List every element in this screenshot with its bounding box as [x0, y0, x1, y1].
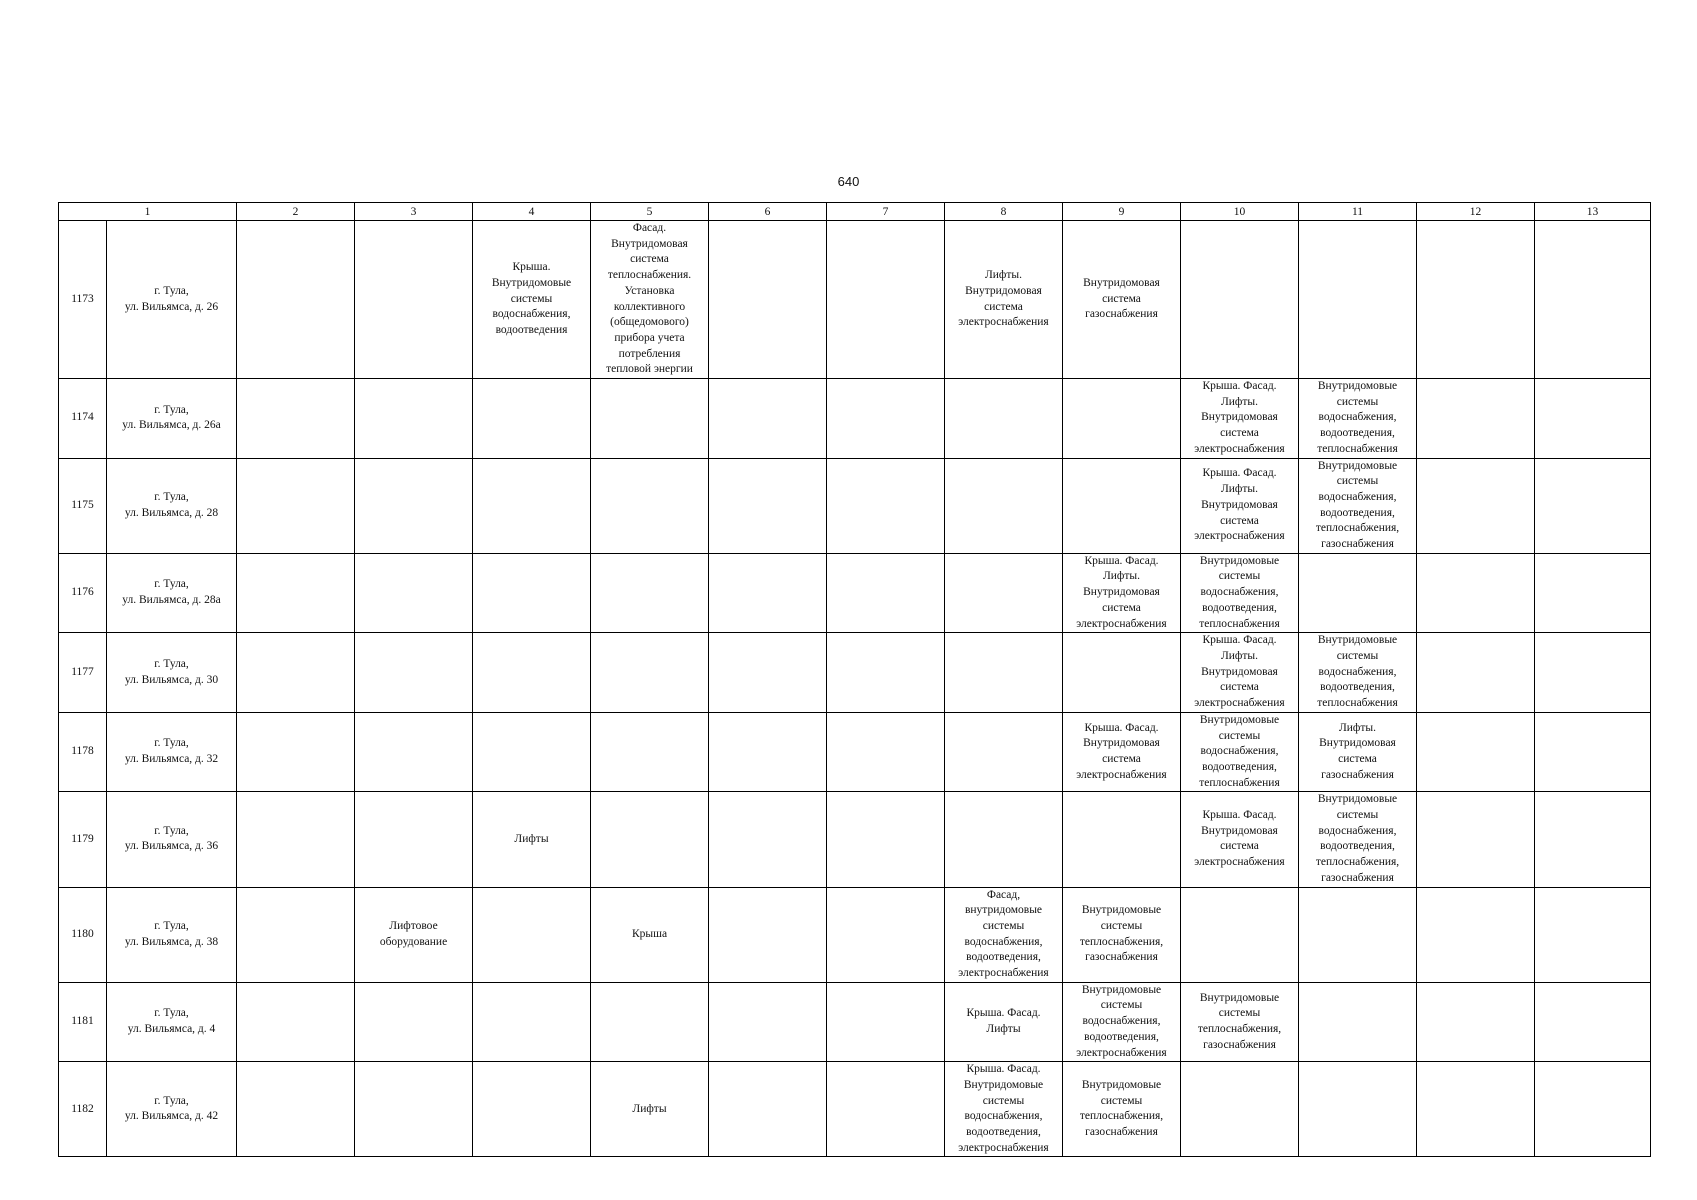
work-type-cell-col-4 [473, 982, 591, 1062]
work-type-text: Крыша. Фасад. Лифты. Внутридомовая система электроснабжения [1194, 380, 1285, 455]
work-type-cell-col-13 [1535, 221, 1651, 379]
address-text: г. Тула, ул. Вильямса, д. 4 [127, 1007, 216, 1035]
address-cell [107, 553, 237, 633]
column-number-header: 5 [591, 203, 709, 221]
address-text: г. Тула, ул. Вильямса, д. 26 [124, 284, 219, 313]
work-type-cell-col-13 [1535, 1062, 1651, 1157]
address-cell [107, 792, 237, 887]
work-type-cell-col-6 [709, 1062, 827, 1157]
work-type-cell-col-12 [1417, 792, 1535, 887]
work-type-cell-col-4 [473, 553, 591, 633]
work-type-cell-col-3 [355, 712, 473, 792]
work-type-cell-col-8 [945, 458, 1063, 553]
work-type-text: Крыша. Фасад. Лифты [966, 1007, 1041, 1035]
work-type-cell-col-9 [1063, 458, 1181, 553]
work-type-cell-col-3 [355, 1062, 473, 1157]
work-type-text: Лифты. Внутридомовая система электроснабжения [958, 269, 1049, 329]
column-number-header: 8 [945, 203, 1063, 221]
work-type-cell-col-8 [945, 553, 1063, 633]
work-type-text: Внутридомовые системы водоснабжения, водоотведения, теплоснабжения [1199, 713, 1280, 789]
address-cell [107, 982, 237, 1062]
column-number-header: 9 [1063, 203, 1181, 221]
column-number-header: 3 [355, 203, 473, 221]
work-type-cell-col-13 [1535, 553, 1651, 633]
work-type-cell-col-4 [473, 792, 591, 887]
work-type-cell-col-12 [1417, 982, 1535, 1062]
work-type-cell-col-12 [1417, 887, 1535, 982]
work-type-cell-col-9 [1063, 792, 1181, 887]
work-type-cell-col-9 [1063, 379, 1181, 459]
work-type-cell-col-2 [237, 458, 355, 553]
work-type-cell-col-9 [1063, 633, 1181, 713]
column-number-header-row [59, 203, 1651, 221]
work-type-text: Внутридомовые системы теплоснабжения, газоснабжения [1079, 904, 1164, 964]
address-cell [107, 887, 237, 982]
work-type-text: Внутридомовые системы водоснабжения, водоотведения, теплоснабжения, газоснабжения [1315, 459, 1400, 551]
row-number-cell: 1180 [59, 887, 107, 982]
work-type-cell-col-5 [591, 982, 709, 1062]
work-type-text: Внутридомовые системы теплоснабжения, газоснабжения [1197, 991, 1282, 1051]
work-type-cell-col-8 [945, 221, 1063, 379]
work-type-cell-col-11 [1299, 221, 1417, 379]
work-type-text: Крыша. Внутридомовые системы водоснабжения, водоотведения [491, 261, 572, 337]
address-cell [107, 633, 237, 713]
page-number: 640 [837, 174, 860, 189]
work-type-cell-col-4 [473, 379, 591, 459]
work-type-cell-col-5 [591, 553, 709, 633]
work-type-cell-col-7 [827, 887, 945, 982]
work-type-cell-col-6 [709, 379, 827, 459]
column-number-header: 6 [709, 203, 827, 221]
table-body [59, 203, 1651, 1157]
work-type-cell-col-8 [945, 887, 1063, 982]
table-row [59, 379, 1651, 459]
table-row [59, 553, 1651, 633]
work-type-cell-col-11 [1299, 887, 1417, 982]
column-number-header: 4 [473, 203, 591, 221]
work-type-cell-col-3 [355, 887, 473, 982]
work-type-cell-col-2 [237, 379, 355, 459]
work-type-cell-col-10 [1181, 982, 1299, 1062]
work-type-cell-col-10 [1181, 553, 1299, 633]
work-type-cell-col-2 [237, 221, 355, 379]
address-cell [107, 712, 237, 792]
work-type-text: Внутридомовые системы водоснабжения, водоотведения, теплоснабжения [1317, 380, 1398, 455]
work-type-cell-col-2 [237, 982, 355, 1062]
work-type-cell-col-3 [355, 221, 473, 379]
work-type-cell-col-9 [1063, 982, 1181, 1062]
work-type-cell-col-11 [1299, 712, 1417, 792]
work-type-cell-col-3 [355, 379, 473, 459]
work-type-cell-col-7 [827, 458, 945, 553]
work-type-text: Фасад, внутридомовые системы водоснабжения, водоотведения, электроснабжения [958, 888, 1049, 980]
work-type-cell-col-4 [473, 458, 591, 553]
work-type-cell-col-5 [591, 712, 709, 792]
work-type-cell-col-3 [355, 458, 473, 553]
column-number-header: 10 [1181, 203, 1299, 221]
work-type-text: Внутридомовые системы водоснабжения, водоотведения, электроснабжения [1076, 983, 1167, 1059]
work-type-text: Крыша. Фасад. Лифты. Внутридомовая система электроснабжения [1194, 634, 1285, 710]
address-cell [107, 458, 237, 553]
row-number-cell: 1181 [59, 982, 107, 1062]
address-text: г. Тула, ул. Вильямса, д. 36 [124, 824, 219, 853]
work-type-cell-col-10 [1181, 887, 1299, 982]
work-type-cell-col-6 [709, 458, 827, 553]
work-type-cell-col-2 [237, 553, 355, 633]
work-type-cell-col-7 [827, 221, 945, 379]
work-type-cell-col-5 [591, 221, 709, 379]
work-type-cell-col-3 [355, 553, 473, 633]
work-type-cell-col-10 [1181, 712, 1299, 792]
row-number-cell: 1178 [59, 712, 107, 792]
work-type-cell-col-11 [1299, 458, 1417, 553]
work-type-cell-col-10 [1181, 792, 1299, 887]
work-type-cell-col-2 [237, 792, 355, 887]
address-text: г. Тула, ул. Вильямса, д. 32 [124, 737, 219, 766]
column-number-header: 2 [237, 203, 355, 221]
work-type-cell-col-6 [709, 221, 827, 379]
table-row [59, 792, 1651, 887]
work-type-cell-col-8 [945, 982, 1063, 1062]
work-type-cell-col-12 [1417, 221, 1535, 379]
work-type-text: Крыша [631, 927, 668, 940]
row-number-cell: 1173 [59, 221, 107, 379]
work-type-cell-col-9 [1063, 553, 1181, 633]
table-row [59, 982, 1651, 1062]
work-type-cell-col-12 [1417, 633, 1535, 713]
work-type-cell-col-11 [1299, 633, 1417, 713]
work-type-cell-col-7 [827, 633, 945, 713]
address-cell [107, 379, 237, 459]
work-type-cell-col-10 [1181, 458, 1299, 553]
work-type-cell-col-5 [591, 379, 709, 459]
work-type-cell-col-3 [355, 792, 473, 887]
work-type-cell-col-6 [709, 887, 827, 982]
work-type-cell-col-2 [237, 712, 355, 792]
work-type-cell-col-8 [945, 712, 1063, 792]
work-type-cell-col-13 [1535, 792, 1651, 887]
work-type-cell-col-9 [1063, 1062, 1181, 1157]
work-type-cell-col-5 [591, 792, 709, 887]
work-type-cell-col-5 [591, 887, 709, 982]
work-type-text: Крыша. Фасад. Внутридомовая система электроснабжения [1076, 721, 1167, 781]
work-type-cell-col-5 [591, 458, 709, 553]
work-type-cell-col-7 [827, 712, 945, 792]
work-type-text: Лифты. Внутридомовая система газоснабжения [1319, 721, 1396, 781]
work-type-cell-col-7 [827, 792, 945, 887]
work-type-cell-col-13 [1535, 458, 1651, 553]
work-type-cell-col-13 [1535, 712, 1651, 792]
work-type-text: Внутридомовые системы водоснабжения, водоотведения, теплоснабжения [1199, 554, 1280, 630]
work-type-cell-col-8 [945, 1062, 1063, 1157]
work-type-cell-col-10 [1181, 633, 1299, 713]
work-type-text: Крыша. Фасад. Лифты. Внутридомовая система электроснабжения [1076, 554, 1167, 630]
work-type-cell-col-10 [1181, 221, 1299, 379]
work-type-cell-col-11 [1299, 982, 1417, 1062]
work-type-cell-col-10 [1181, 379, 1299, 459]
work-type-cell-col-5 [591, 1062, 709, 1157]
work-type-text: Внутридомовые системы водоснабжения, водоотведения, теплоснабжения, газоснабжения [1315, 793, 1400, 884]
work-type-cell-col-11 [1299, 1062, 1417, 1157]
work-type-cell-col-3 [355, 982, 473, 1062]
work-type-cell-col-13 [1535, 887, 1651, 982]
work-type-cell-col-7 [827, 982, 945, 1062]
work-type-cell-col-3 [355, 633, 473, 713]
work-type-cell-col-12 [1417, 553, 1535, 633]
work-type-cell-col-8 [945, 379, 1063, 459]
row-number-cell: 1177 [59, 633, 107, 713]
work-type-cell-col-6 [709, 633, 827, 713]
work-type-cell-col-13 [1535, 982, 1651, 1062]
work-type-text: Внутридомовая система газоснабжения [1083, 276, 1160, 321]
work-type-cell-col-7 [827, 553, 945, 633]
address-text: г. Тула, ул. Вильямса, д. 28 [124, 490, 219, 519]
work-type-cell-col-7 [827, 1062, 945, 1157]
column-number-header: 7 [827, 203, 945, 221]
work-type-cell-col-8 [945, 633, 1063, 713]
work-type-cell-col-5 [591, 633, 709, 713]
work-type-cell-col-4 [473, 633, 591, 713]
row-number-cell: 1174 [59, 379, 107, 459]
work-type-cell-col-9 [1063, 887, 1181, 982]
row-number-cell: 1175 [59, 458, 107, 553]
repair-schedule-table [58, 202, 1651, 1157]
column-number-header: 11 [1299, 203, 1417, 221]
work-type-text: Лифтовое оборудование [379, 919, 448, 948]
table-row [59, 633, 1651, 713]
work-type-text: Внутридомовые системы водоснабжения, водоотведения, теплоснабжения [1317, 634, 1398, 710]
work-type-cell-col-12 [1417, 458, 1535, 553]
table-row [59, 887, 1651, 982]
table-row [59, 712, 1651, 792]
work-type-cell-col-7 [827, 379, 945, 459]
work-type-cell-col-6 [709, 982, 827, 1062]
work-type-cell-col-4 [473, 712, 591, 792]
work-type-cell-col-4 [473, 1062, 591, 1157]
work-type-cell-col-4 [473, 221, 591, 379]
address-text: г. Тула, ул. Вильямса, д. 42 [124, 1094, 219, 1123]
address-text: г. Тула, ул. Вильямса, д. 26а [122, 403, 221, 432]
work-type-text: Внутридомовые системы теплоснабжения, газоснабжения [1079, 1078, 1164, 1139]
row-number-cell: 1179 [59, 792, 107, 887]
address-text: г. Тула, ул. Вильямса, д. 38 [124, 919, 219, 948]
work-type-cell-col-12 [1417, 712, 1535, 792]
address-text: г. Тула, ул. Вильямса, д. 28а [122, 578, 221, 607]
table-row [59, 221, 1651, 379]
work-type-text: Крыша. Фасад. Лифты. Внутридомовая система электроснабжения [1194, 467, 1285, 543]
work-type-text: Крыша. Фасад. Внутридомовая система электроснабжения [1194, 809, 1285, 869]
work-type-cell-col-9 [1063, 221, 1181, 379]
work-type-cell-col-2 [237, 887, 355, 982]
work-type-cell-col-6 [709, 553, 827, 633]
column-number-header: 1 [59, 203, 237, 221]
work-type-cell-col-13 [1535, 379, 1651, 459]
work-type-cell-col-12 [1417, 379, 1535, 459]
column-number-header: 13 [1535, 203, 1651, 221]
table-row [59, 458, 1651, 553]
address-cell [107, 1062, 237, 1157]
work-type-cell-col-11 [1299, 379, 1417, 459]
work-type-cell-col-10 [1181, 1062, 1299, 1157]
column-number-header: 12 [1417, 203, 1535, 221]
work-type-cell-col-6 [709, 792, 827, 887]
work-type-text: Лифты [632, 1102, 667, 1115]
work-type-text: Лифты [514, 832, 549, 845]
work-type-cell-col-2 [237, 1062, 355, 1157]
work-type-cell-col-2 [237, 633, 355, 713]
table-row [59, 1062, 1651, 1157]
work-type-cell-col-9 [1063, 712, 1181, 792]
work-type-cell-col-12 [1417, 1062, 1535, 1157]
row-number-cell: 1176 [59, 553, 107, 633]
row-number-cell: 1182 [59, 1062, 107, 1157]
work-type-cell-col-11 [1299, 792, 1417, 887]
address-cell [107, 221, 237, 379]
work-type-text: Крыша. Фасад. Внутридомовые системы водоснабжения, водоотведения, электроснабжения [958, 1063, 1049, 1154]
work-type-cell-col-4 [473, 887, 591, 982]
work-type-cell-col-8 [945, 792, 1063, 887]
work-type-cell-col-13 [1535, 633, 1651, 713]
work-type-cell-col-11 [1299, 553, 1417, 633]
work-type-text: Фасад. Внутридомовая система теплоснабжения. Установка коллективного (общедомового) прибора учета потребления тепловой энергии [606, 222, 693, 376]
work-type-cell-col-6 [709, 712, 827, 792]
address-text: г. Тула, ул. Вильямса, д. 30 [124, 657, 219, 686]
